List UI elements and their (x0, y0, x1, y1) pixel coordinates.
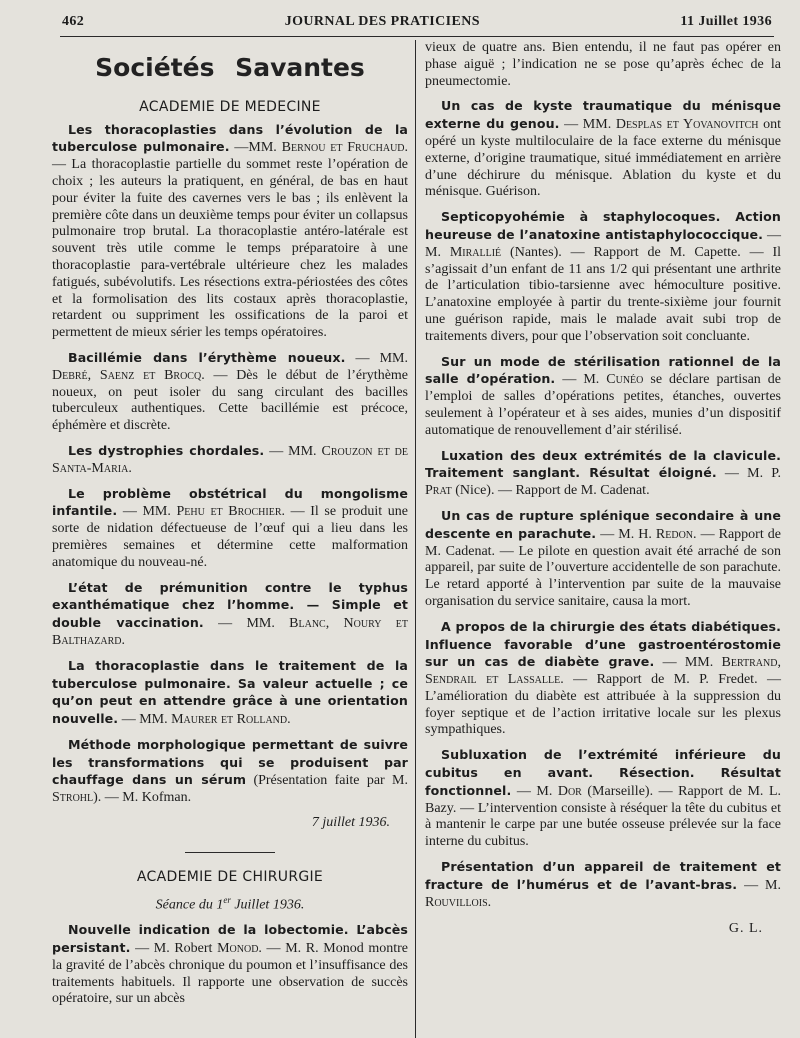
article-authors: Blanc, Noury et Balthazard (52, 616, 408, 648)
section-heading: ACADEMIE DE CHIRURGIE (136, 868, 324, 885)
article-paragraph (425, 619, 781, 740)
article-authors: Rouvillois (425, 894, 488, 910)
section-rule (185, 852, 275, 853)
article-body: ). — M. Kofman. (93, 790, 192, 806)
article-paragraph (52, 580, 408, 650)
article-paragraph (52, 737, 408, 807)
continuation-paragraph: vieux de quatre ans. Bien entendu, il ne faut pas opérer en phase aiguë ; l’indication ne se pose qu’après échec de la pneumectomie. (425, 40, 781, 89)
article-body: . — Rapport de M. Cadenat. — Le pilote en question avait été arraché de son appareil, par suite de l’ouverture accidentelle de son parachute. Le retard apporté à l’intervention par suite de la mauvaise organisation du service sanitaire, causa la mort. (425, 526, 781, 609)
article-paragraph (425, 859, 781, 911)
article-lead: Bacillémie dans l’érythème noueux. (68, 349, 346, 365)
article-paragraph (52, 658, 408, 729)
authors-prefix: — MM. (203, 616, 290, 632)
article-authors: Maurer et Rolland (171, 712, 288, 728)
column-rule (415, 40, 416, 1038)
subtitle-text: Séance du 1 (155, 897, 224, 913)
authors-prefix: — MM. (264, 443, 322, 459)
article-body: . (121, 632, 126, 648)
article-paragraph (425, 747, 781, 851)
article-lead: L’état de prémunition contre le typhus exanthématique chez l’homme. — Simple et double vaccination. (52, 579, 408, 631)
article-authors: Bertrand, Sendrail et Lassalle (425, 655, 781, 688)
session-subtitle (52, 892, 408, 914)
article-authors: Cunéo (606, 372, 644, 388)
article-authors: Redon (655, 526, 694, 542)
article-paragraph (425, 98, 781, 201)
authors-prefix: — MM. (345, 350, 408, 366)
article-body: (Marseille). — Rapport de M. L. Bazy. — L’intervention consiste à réséquer la tête du cubitus et à mantenir le carpe par une butée osseuse prélevée sur la face interne du cubitus. (425, 783, 781, 850)
article-body: . — Dès le début de l’érythème noueux, on peut isoler du sang circulant des bacilles tuberculeux authentiques. Cette bacillémie est précoce, éphémère et discrète. (52, 367, 409, 434)
authors-prefix: — M. H. (596, 526, 656, 542)
dateline: 7 juillet 1936. (311, 815, 390, 831)
article-body: . — La thoracoplastie partielle du sommet reste l’opération de choix ; les auteurs la pratiquent, en général, de bas en haut pour éviter la fuite des cavernes vers le bas ; ils enlèvent la première côte dans un deuxième temps pour éviter un collapsus pulmonaire trop brutal. La thoracoplastie antéro-latérale est souvent très utile comme le temps préparatoire à une thoracoplastie para-vertébrale ultérieure chez les malades fatigués, subévolutifs. Les résections extra-périostées des côtes et la formolisation des lits costaux après thoracoplastie, retardent ou suppriment les ossifications de la paroi et permettent de mieux sérier les temps opératoires. (52, 140, 409, 341)
authors-prefix: —MM. (229, 140, 282, 156)
article-lead: Les thoracoplasties dans l’évolution de la tuberculose pulmonaire. (52, 121, 408, 155)
article-authors: Pehu et Brochier (176, 504, 282, 520)
authors-prefix: — M. (555, 372, 607, 388)
section-heading: ACADEMIE DE MEDECINE (139, 98, 321, 115)
right-column (425, 40, 781, 938)
article-lead: Subluxation de l’extrémité inférieure du cubitus en avant. Résection. Résultat fonctionnel. (425, 747, 781, 798)
article-lead: Méthode morphologique permettant de suivre les transformations qui se produisent par chauffage dans un sérum (52, 736, 408, 788)
article-authors: Bernou et Fruchaud (281, 140, 405, 156)
article-paragraph (425, 448, 781, 500)
article-body: (Nice). — Rapport de M. Cadenat. (451, 483, 650, 499)
article-lead: Nouvelle indication de la lobectomie. L’abcès persistant. (52, 922, 408, 955)
article-body: ont opéré un kyste multiloculaire de la face externe du ménisque externe, d’origine traumatique, situé immédiatement en arrière d’une déchirure du ménisque. Ablation du kyste et du ménisque. Guérison. (425, 117, 781, 200)
authors-prefix: — MM. (654, 655, 722, 671)
article-body: (Nantes). — Rapport de M. Capette. — Il s’agissait d’un enfant de 11 ans 1/2 qui présentant une arthrite de l’articulation tibio-tarsienne avec hémoculture positive. L’anatoxine employée à partir du trente-sixième jour fournit une guérison rapide, mais le malade avait subi trop de traitements divers, pour que l’observation soit concluante. (425, 244, 782, 344)
article-lead: La thoracoplastie dans le traitement de la tuberculose pulmonaire. Sa valeur actuelle ; ce qu’on peut en attendre grâce à une orientation nouvelle. (52, 657, 408, 727)
authors-prefix: — M. P. (716, 466, 781, 482)
article-lead: Luxation des deux extrémités de la clavicule. Traitement sanglant. Résultat éloigné. (425, 447, 781, 481)
article-authors: Monod (217, 940, 259, 956)
article-lead: Un cas de rupture splénique secondaire à une descente en parachute. (425, 507, 781, 541)
authors-prefix: — M. (425, 227, 782, 260)
article-paragraph (52, 922, 408, 1008)
article-lead: Septicopyohémie à staphylocoques. Action heureuse de l’anatoxine antistaphylococcique. (425, 209, 781, 242)
header-rule (60, 36, 774, 37)
article-body: . (287, 712, 291, 728)
article-authors: Desplas et Yovanovitch (615, 117, 759, 133)
article-authors: Debré, Saenz et Brocq (52, 367, 202, 383)
subtitle-text: Juillet 1936. (230, 897, 305, 913)
article-body: se déclare partisan de l’emploi de salles d’opérations petites, étanches, ouvertes seulement à l’opérateur et à ses aides, munies d’un dispositif automatique de renouvellement d’air stérilisé. (425, 372, 781, 438)
article-list (425, 98, 781, 911)
article-list (52, 122, 408, 807)
article-paragraph (52, 443, 408, 478)
article-authors: Mirallié (449, 244, 502, 260)
article-lead: A propos de la chirurgie des états diabétiques. Influence favorable d’une gastroentérostomie sur un cas de diabète grave. (425, 618, 781, 670)
authors-prefix: — MM. (117, 504, 177, 520)
article-lead: Un cas de kyste traumatique du ménisque externe du genou. (425, 98, 781, 132)
article-body: . — M. R. Monod montre la gravité de l’abcès chronique du poumon et l’insuffisance des traitements habituels. Il rapporte une observation de succès opératoire, sur un abcès (52, 940, 408, 1007)
article-lead: Les dystrophies chordales. (68, 442, 265, 458)
article-paragraph (52, 486, 408, 572)
article-lead: Le problème obstétrical du mongolisme infantile. (52, 485, 408, 519)
article-body: . — Il se produit une sorte de nidation défectueuse de l’œuf qui a lieu dans les premières semaines et détermine cette malformation anatomique du nouveau-né. (52, 504, 408, 570)
article-paragraph (425, 354, 781, 440)
article-paragraph (52, 122, 408, 342)
subtitle-sup: er (223, 894, 231, 905)
article-body: . — Rapport de M. P. Fredet. — L’amélioration du diabète est attribuée à la suppression du foyer septique et de l’action irritative locale sur les plexus sympathiques. (425, 672, 782, 738)
article-authors: Crouzon et de Santa-Maria (52, 443, 408, 476)
authors-prefix: (Présentation faite par M. (246, 773, 409, 789)
authors-prefix: — M. Robert (130, 940, 218, 956)
main-title: Sociétés Savantes (95, 53, 365, 82)
article-paragraph (425, 209, 781, 345)
article-authors: Prat (425, 483, 452, 499)
authors-prefix: — MM. (118, 712, 172, 728)
journal-title: JOURNAL DES PRATICIENS (284, 14, 480, 29)
article-paragraph (425, 508, 781, 611)
authors-prefix: — M. (511, 783, 558, 799)
article-lead: Présentation d’un appareil de traitement et fracture de l’humérus et de l’avant-bras. (425, 859, 781, 892)
article-body: . (487, 894, 492, 910)
page-number: 462 (62, 14, 85, 29)
article-body: . (128, 460, 132, 476)
article-paragraph (52, 350, 408, 435)
issue-date: 11 Juillet 1936 (680, 14, 772, 29)
article-authors: Dor (557, 783, 582, 799)
article-authors: Strohl (52, 790, 94, 806)
left-column (52, 44, 408, 1016)
authors-prefix: — MM. (559, 117, 616, 133)
signature: G. L. (728, 921, 763, 937)
running-header (62, 14, 772, 36)
article-lead: Sur un mode de stérilisation rationnel de la salle d’opération. (425, 353, 781, 387)
authors-prefix: — M. (737, 877, 781, 893)
